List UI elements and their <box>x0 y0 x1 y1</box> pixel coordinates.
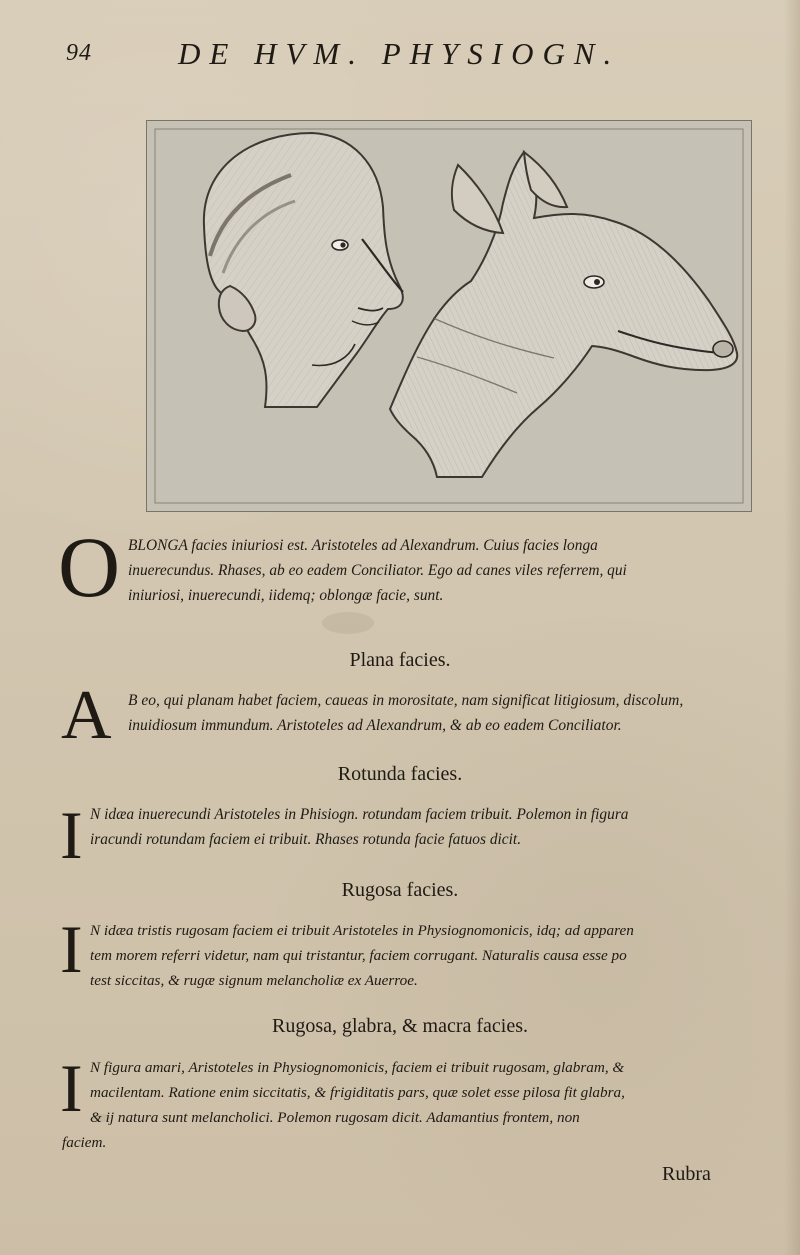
rugosa-line-2: tem morem referri videtur, nam qui tristantur, faciem corrugant. Naturalis causa esse po <box>90 947 627 964</box>
rugosa-glabra-line-3: & ij natura sunt melancholici. Polemon rugosam dicit. Adamantius frontem, non <box>90 1109 580 1126</box>
rugosa-line-1: N idæa tristis rugosam faciem ei tribuit Aristoteles in Physiognomonicis, idq; ad apparen <box>90 922 634 939</box>
rotunda-line-1: N idæa inuerecundi Aristoteles in Phisiogn. rotundam faciem tribuit. Polemon in figura <box>90 806 629 823</box>
rugosa-line-3: test siccitas, & rugæ signum melancholiæ ex Auerroe. <box>90 972 418 989</box>
oblonga-line-2: inuerecundus. Rhases, ab eo eadem Conciliator. Ego ad canes viles referrem, qui <box>128 562 627 579</box>
plana-line-1: B eo, qui planam habet faciem, caueas in morositate, nam significat litigiosum, discolum, <box>128 692 684 709</box>
dropcap-o: O <box>58 519 121 615</box>
rotunda-heading: Rotunda facies. <box>337 763 463 785</box>
catchword: Rubra <box>662 1163 711 1185</box>
engraving-illustration <box>147 121 751 511</box>
page-header <box>60 28 740 78</box>
dropcap-i-rotunda: I <box>60 797 83 873</box>
rugosa-glabra-line-1: N figura amari, Aristoteles in Physiognomonicis, faciem ei tribuit rugosam, glabram, & <box>90 1059 625 1076</box>
engraving-plate <box>146 120 752 512</box>
rotunda-line-2: iracundi rotundam faciem ei tribuit. Rhases rotunda facie fatuos dicit. <box>90 831 522 848</box>
dropcap-i-rugosa-glabra: I <box>60 1050 83 1126</box>
plana-heading: Plana facies. <box>349 649 451 671</box>
plana-line-2: inuidiosum immundum. Aristoteles ad Alexandrum, & ab eo eadem Conciliator. <box>128 717 622 734</box>
rugosa-heading: Rugosa facies. <box>341 879 459 901</box>
page-number: 94 <box>66 40 92 66</box>
rugosa-glabra-line-4: faciem. <box>62 1134 107 1151</box>
page-edge-shadow <box>784 0 800 1255</box>
rugosa-glabra-line-2: macilentam. Ratione enim siccitatis, & frigiditatis pars, quæ solet esse pilosa fit glabra, <box>90 1084 625 1101</box>
dropcap-a: A <box>61 677 112 754</box>
paper-stain <box>322 612 374 634</box>
running-title: DE HVM. PHYSIOGN. <box>178 36 621 71</box>
dropcap-i-rugosa: I <box>60 911 83 987</box>
oblonga-line-1: BLONGA facies iniuriosi est. Aristoteles ad Alexandrum. Cuius facies longa <box>128 537 598 554</box>
rugosa-glabra-heading: Rugosa, glabra, & macra facies. <box>271 1015 528 1037</box>
oblonga-line-3: iniuriosi, inuerecundi, iidemq; oblongæ facie, sunt. <box>128 587 444 604</box>
